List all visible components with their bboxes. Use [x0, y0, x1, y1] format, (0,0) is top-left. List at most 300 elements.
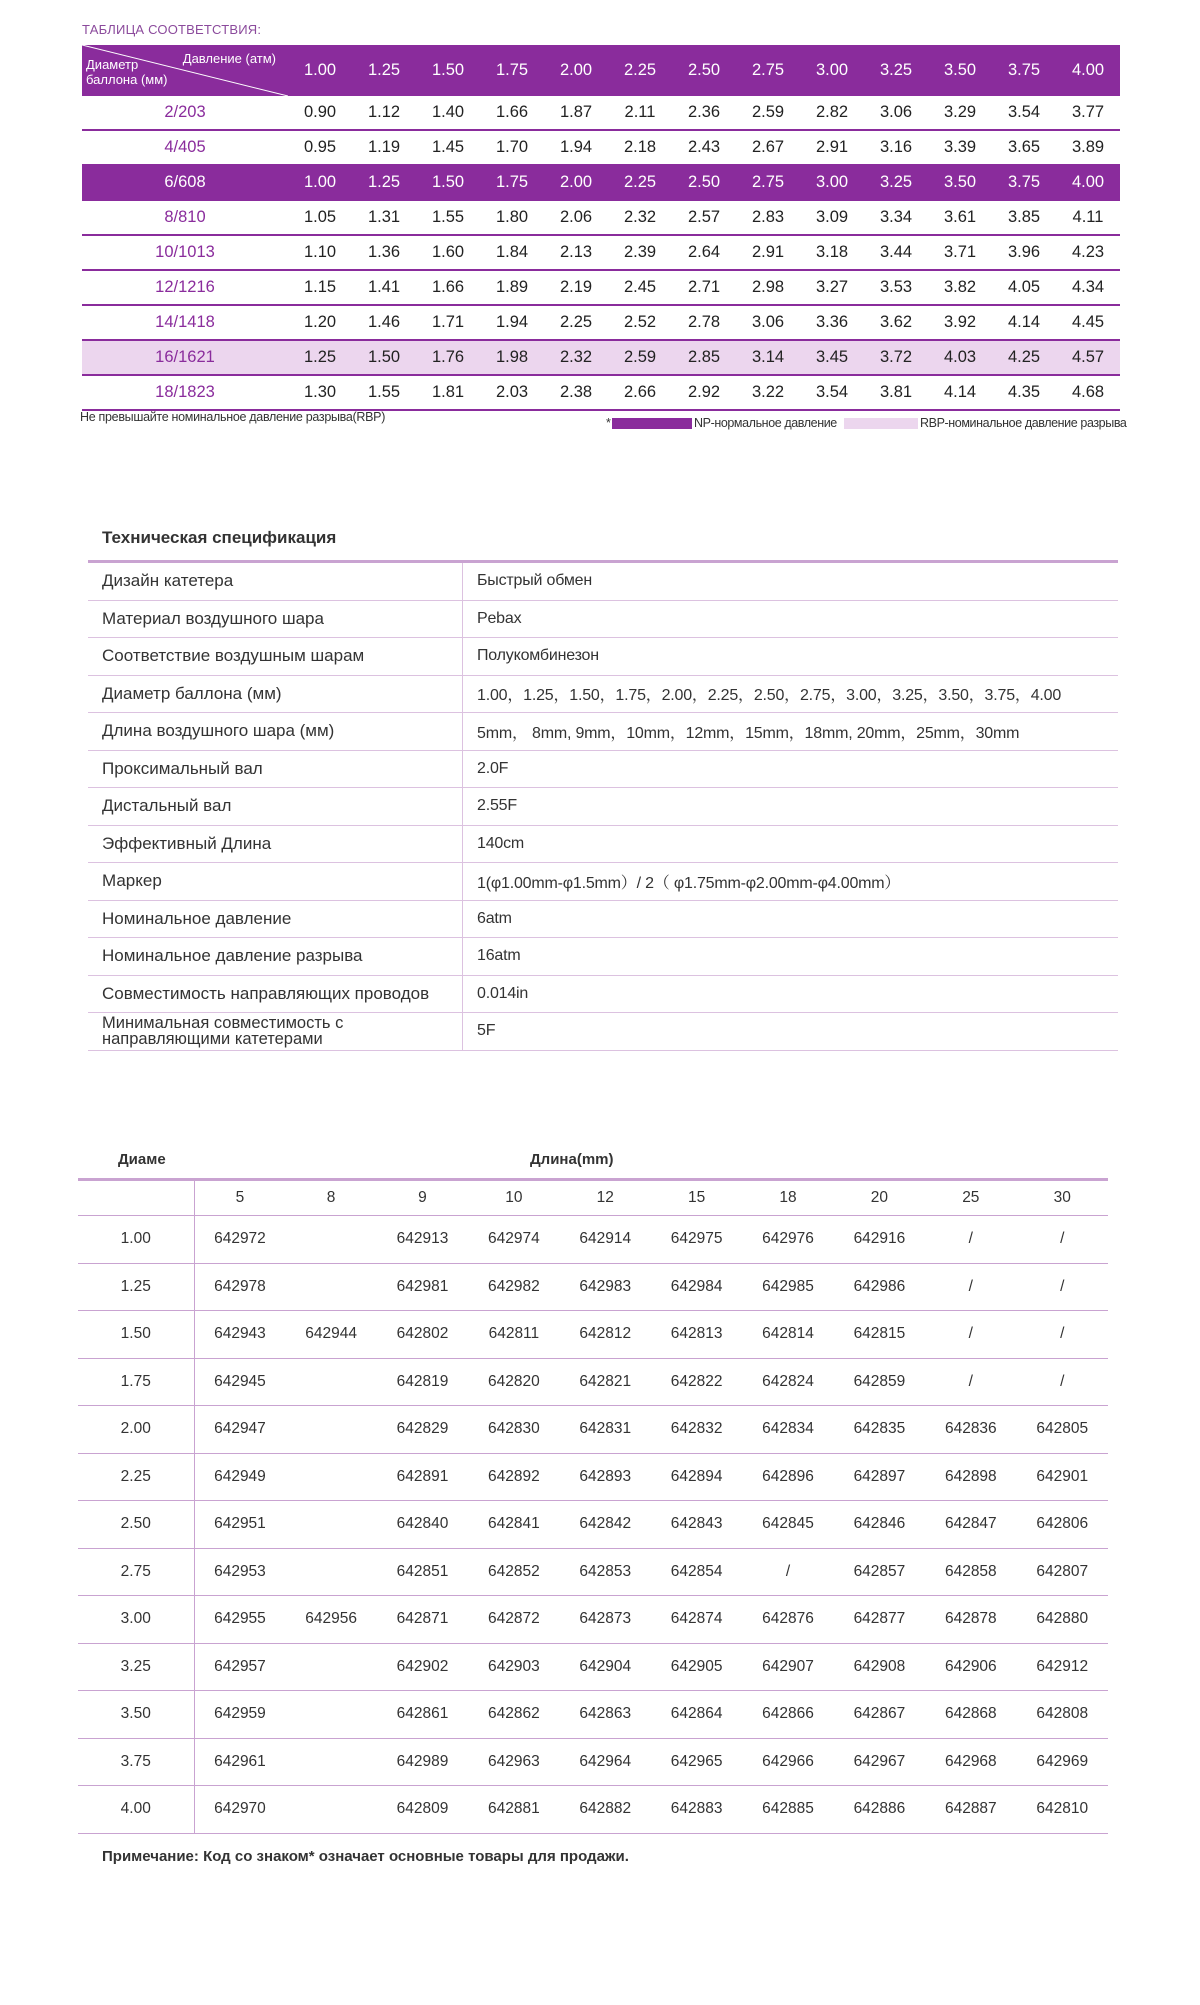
compliance-value-cell: 3.18: [815, 243, 849, 261]
spec-row: [88, 863, 1118, 901]
legend-np: [606, 416, 837, 430]
product-code-cell: 642867: [853, 1705, 906, 1723]
pressure-header: 3.50: [943, 61, 977, 79]
product-code-cell: 642885: [762, 1800, 814, 1818]
product-code-cell: 642887: [944, 1800, 997, 1818]
product-code-cell: 642814: [762, 1325, 814, 1343]
product-code-cell: 642976: [762, 1230, 814, 1248]
compliance-value-cell: 1.55: [367, 383, 401, 401]
compliance-value-cell: 3.65: [1007, 138, 1041, 156]
product-code-cell: 642886: [853, 1800, 906, 1818]
product-code-cell: 642947: [214, 1420, 266, 1438]
pressure-header: 3.00: [815, 61, 849, 79]
codes-row: [78, 1453, 1108, 1501]
compliance-value-cell: 1.50: [367, 348, 401, 366]
pressure-header: 1.00: [303, 61, 337, 79]
product-code-cell: [285, 1263, 376, 1311]
product-code-cell: /: [968, 1277, 973, 1295]
product-code-cell: 642961: [214, 1752, 266, 1770]
compliance-value-cell: 3.34: [879, 208, 913, 226]
product-code-cell: 642903: [488, 1657, 540, 1675]
compliance-value-cell: 2.92: [687, 383, 721, 401]
product-code-cell: 642955: [214, 1610, 266, 1628]
length-header-cell: 12: [596, 1189, 614, 1206]
compliance-value-cell: 2.57: [687, 208, 721, 226]
compliance-value-cell: 1.80: [495, 208, 529, 226]
product-code-cell: 642978: [214, 1277, 266, 1295]
product-code-cell: 642854: [670, 1562, 723, 1580]
product-code-cell: [285, 1216, 376, 1264]
product-code-cell: 642908: [853, 1657, 906, 1675]
compliance-row: [82, 235, 1120, 270]
compliance-value-cell: 1.89: [495, 278, 529, 296]
compliance-value-cell: 4.25: [1007, 348, 1041, 366]
spec-value: 1.00，1.25，1.50，1.75，2.00，2.25，2.50，2.75，3.00，3.25，3.50，3.75，4.00: [463, 675, 1119, 713]
product-code-cell: 642916: [853, 1230, 906, 1248]
compliance-value-cell: 2.11: [624, 103, 656, 121]
compliance-value-cell: 2.25: [623, 173, 657, 191]
product-code-cell: 642876: [762, 1610, 814, 1628]
product-code-cell: 642874: [670, 1610, 723, 1628]
codes-diameter-cell: 3.50: [78, 1691, 194, 1739]
codes-header-row: [78, 1140, 1108, 1180]
compliance-value-cell: 2.64: [687, 243, 721, 261]
product-code-cell: /: [1060, 1277, 1065, 1295]
compliance-value-cell: 2.67: [751, 138, 785, 156]
compliance-value-cell: 4.14: [1007, 313, 1041, 331]
product-code-cell: 642907: [762, 1657, 814, 1675]
compliance-value-cell: 3.16: [879, 138, 913, 156]
compliance-value-cell: 2.66: [623, 383, 657, 401]
spec-row: [88, 750, 1118, 788]
compliance-value-cell: 3.09: [815, 208, 849, 226]
spec-value: Быстрый обмен: [463, 562, 1119, 601]
product-code-cell: 642969: [1036, 1752, 1089, 1770]
product-code-cell: 642859: [853, 1372, 906, 1390]
compliance-value-cell: 2.03: [495, 383, 529, 401]
compliance-value-cell: 2.39: [623, 243, 657, 261]
compliance-value-cell: 4.14: [943, 383, 977, 401]
pressure-axis-label: Давление (атм): [182, 51, 276, 66]
spec-value: 140cm: [463, 825, 1119, 863]
compliance-value-cell: 1.10: [303, 243, 337, 261]
compliance-value-cell: 0.95: [303, 138, 337, 156]
product-code-cell: 642832: [670, 1420, 723, 1438]
diameter-column-spacer: [78, 1180, 194, 1216]
product-code-cell: 642819: [396, 1372, 449, 1390]
product-code-cell: 642896: [762, 1467, 814, 1485]
spec-value: 0.014in: [463, 975, 1119, 1013]
product-code-cell: /: [1060, 1230, 1065, 1248]
length-header-cell: 18: [779, 1189, 797, 1206]
legend-rbp-label: RBP-номинальное давление разрыва: [920, 416, 1127, 430]
product-code-cell: 642835: [853, 1420, 906, 1438]
product-code-cell: 642811: [488, 1325, 540, 1343]
product-code-cell: 642843: [670, 1515, 723, 1533]
pressure-header: 2.00: [559, 61, 593, 79]
spec-key: Минимальная совместимость с направляющими катетерами: [88, 1013, 463, 1051]
compliance-value-cell: 1.70: [495, 138, 529, 156]
compliance-value-cell: 3.44: [879, 243, 913, 261]
codes-diameter-cell: 1.75: [78, 1358, 194, 1406]
compliance-value-cell: 3.27: [815, 278, 849, 296]
product-code-cell: 642821: [579, 1372, 632, 1390]
compliance-value-cell: 1.25: [367, 173, 401, 191]
spec-key: Материал воздушного шара: [88, 600, 463, 638]
product-code-cell: 642944: [305, 1325, 357, 1343]
balloon-diameter-cell: 10/1013: [155, 243, 215, 261]
corner-header-cell: [82, 45, 288, 96]
compliance-value-cell: 2.59: [751, 103, 785, 121]
compliance-value-cell: 3.61: [943, 208, 977, 226]
product-code-cell: 642966: [762, 1752, 814, 1770]
compliance-value-cell: 3.85: [1007, 208, 1041, 226]
codes-diameter-cell: 1.00: [78, 1216, 194, 1264]
compliance-row: [82, 165, 1120, 200]
codes-diameter-cell: 1.50: [78, 1311, 194, 1359]
compliance-value-cell: 1.94: [559, 138, 593, 156]
spec-row: [88, 1013, 1118, 1051]
compliance-value-cell: 3.62: [879, 313, 913, 331]
product-code-cell: 642881: [488, 1800, 540, 1818]
length-header-cell: 25: [962, 1189, 980, 1206]
product-code-cell: 642871: [396, 1610, 449, 1628]
pressure-header: 1.25: [367, 61, 401, 79]
product-code-cell: 642951: [214, 1515, 266, 1533]
compliance-value-cell: 1.94: [495, 313, 529, 331]
product-code-cell: 642802: [396, 1325, 449, 1343]
compliance-row: [82, 130, 1120, 165]
product-code-cell: 642905: [670, 1657, 723, 1675]
compliance-value-cell: 3.25: [879, 173, 913, 191]
compliance-value-cell: 2.45: [623, 278, 657, 296]
product-code-cell: 642829: [396, 1420, 449, 1438]
compliance-value-cell: 2.50: [687, 173, 721, 191]
spec-key: Номинальное давление разрыва: [88, 938, 463, 976]
balloon-diameter-cell: 6/608: [164, 173, 206, 191]
product-code-cell: 642820: [488, 1372, 540, 1390]
product-code-cell: 642968: [944, 1752, 997, 1770]
spec-row: [88, 975, 1118, 1013]
product-code-cell: 642866: [762, 1705, 814, 1723]
spec-key: Эффективный Длина: [88, 825, 463, 863]
legend-rbp: [844, 416, 1126, 430]
compliance-value-cell: 0.90: [303, 103, 337, 121]
product-code-cell: 642847: [944, 1515, 997, 1533]
compliance-header-row: [82, 45, 1120, 96]
compliance-value-cell: 4.11: [1072, 208, 1104, 226]
compliance-value-cell: 1.30: [303, 383, 337, 401]
compliance-value-cell: 2.19: [559, 278, 593, 296]
product-code-cell: 642830: [488, 1420, 540, 1438]
compliance-value-cell: 2.32: [559, 348, 593, 366]
compliance-value-cell: 3.81: [879, 383, 913, 401]
length-header-cell: 20: [870, 1189, 889, 1206]
product-code-cell: 642989: [396, 1752, 449, 1770]
compliance-value-cell: 1.81: [431, 383, 465, 401]
compliance-value-cell: 1.84: [495, 243, 529, 261]
product-code-cell: [285, 1501, 376, 1549]
compliance-value-cell: 3.96: [1007, 243, 1041, 261]
codes-footnote: Примечание: Код со знаком* означает основные товары для продажи.: [102, 1848, 629, 1865]
spec-key: Маркер: [88, 863, 463, 901]
compliance-value-cell: 1.12: [367, 103, 401, 121]
compliance-value-cell: 2.83: [751, 208, 785, 226]
product-code-cell: 642851: [396, 1562, 449, 1580]
product-code-cell: 642861: [396, 1705, 449, 1723]
product-code-cell: 642914: [579, 1230, 632, 1248]
product-code-cell: 642983: [579, 1277, 632, 1295]
compliance-value-cell: 3.36: [815, 313, 849, 331]
compliance-value-cell: 2.18: [623, 138, 657, 156]
compliance-value-cell: 3.82: [943, 278, 977, 296]
pressure-header: 2.25: [623, 61, 657, 79]
codes-diameter-cell: 1.25: [78, 1263, 194, 1311]
codes-row: [78, 1691, 1108, 1739]
compliance-value-cell: 2.85: [687, 348, 721, 366]
compliance-value-cell: 1.00: [303, 173, 337, 191]
product-code-cell: 642873: [579, 1610, 632, 1628]
product-code-cell: 642831: [579, 1420, 632, 1438]
spec-table: [88, 560, 1118, 1051]
compliance-value-cell: 2.25: [559, 313, 593, 331]
spec-row: [88, 900, 1118, 938]
product-code-cell: 642877: [853, 1610, 906, 1628]
product-code-cell: 642845: [762, 1515, 814, 1533]
spec-row: [88, 562, 1118, 601]
balloon-diameter-cell: 12/1216: [155, 278, 215, 296]
spec-key: Диаметр баллона (мм): [88, 675, 463, 713]
legend-np-label: NP-нормальное давление: [694, 416, 837, 430]
codes-diameter-cell: 2.00: [78, 1406, 194, 1454]
compliance-value-cell: 3.22: [751, 383, 785, 401]
product-code-cell: 642970: [214, 1800, 266, 1818]
compliance-value-cell: 2.75: [751, 173, 785, 191]
compliance-row: [82, 96, 1120, 130]
compliance-row: [82, 200, 1120, 235]
product-code-cell: 642809: [396, 1800, 449, 1818]
compliance-value-cell: 1.31: [367, 208, 401, 226]
compliance-value-cell: 3.71: [943, 243, 977, 261]
compliance-value-cell: 3.77: [1071, 103, 1105, 121]
product-code-cell: 642883: [670, 1800, 723, 1818]
product-code-cell: [285, 1738, 376, 1786]
compliance-value-cell: 2.78: [687, 313, 721, 331]
compliance-value-cell: 2.32: [623, 208, 657, 226]
compliance-value-cell: 1.55: [431, 208, 465, 226]
codes-row: [78, 1311, 1108, 1359]
length-header-cell: 5: [235, 1189, 245, 1206]
codes-row: [78, 1501, 1108, 1549]
product-code-cell: 642806: [1036, 1515, 1089, 1533]
product-codes-table: [78, 1140, 1108, 1834]
product-code-cell: 642862: [488, 1705, 540, 1723]
codes-row: [78, 1643, 1108, 1691]
product-code-cell: /: [968, 1325, 973, 1343]
codes-row: [78, 1786, 1108, 1834]
spec-key: Совместимость направляющих проводов: [88, 975, 463, 1013]
spec-value: 2.55F: [463, 788, 1119, 826]
product-code-cell: 642810: [1036, 1800, 1089, 1818]
product-code-cell: 642964: [579, 1752, 632, 1770]
compliance-value-cell: 1.05: [303, 208, 337, 226]
compliance-table-title: ТАБЛИЦА СООТВЕТСТВИЯ:: [82, 22, 262, 37]
compliance-value-cell: 1.60: [431, 243, 465, 261]
product-code-cell: [285, 1548, 376, 1596]
product-code-cell: 642956: [305, 1610, 357, 1628]
product-code-cell: 642878: [944, 1610, 997, 1628]
compliance-value-cell: 4.03: [943, 348, 977, 366]
balloon-diameter-cell: 2/203: [164, 103, 206, 121]
product-code-cell: 642953: [214, 1562, 266, 1580]
codes-diameter-cell: 2.50: [78, 1501, 194, 1549]
compliance-value-cell: 1.40: [431, 103, 465, 121]
compliance-value-cell: 3.06: [879, 103, 913, 121]
compliance-value-cell: 2.13: [559, 243, 593, 261]
spec-key: Проксимальный вал: [88, 750, 463, 788]
product-code-cell: 642880: [1036, 1610, 1089, 1628]
compliance-value-cell: 1.71: [431, 313, 465, 331]
length-column-header: Длина(mm): [530, 1150, 614, 1168]
product-code-cell: 642913: [396, 1230, 449, 1248]
product-code-cell: 642972: [214, 1230, 266, 1248]
product-code-cell: 642897: [853, 1467, 906, 1485]
balloon-diameter-cell: 18/1823: [155, 383, 215, 401]
compliance-value-cell: 2.36: [687, 103, 721, 121]
compliance-value-cell: 1.98: [495, 348, 529, 366]
compliance-value-cell: 3.72: [879, 348, 913, 366]
spec-row: [88, 675, 1118, 713]
product-code-cell: /: [968, 1372, 973, 1390]
codes-diameter-cell: 3.00: [78, 1596, 194, 1644]
compliance-value-cell: 1.15: [303, 278, 337, 296]
product-code-cell: 642891: [396, 1467, 449, 1485]
compliance-value-cell: 3.00: [815, 173, 849, 191]
codes-diameter-cell: 4.00: [78, 1786, 194, 1834]
compliance-value-cell: 3.54: [1007, 103, 1041, 121]
compliance-value-cell: 1.41: [367, 278, 401, 296]
compliance-value-cell: 1.87: [559, 103, 593, 121]
spec-row: [88, 600, 1118, 638]
product-code-cell: /: [1060, 1372, 1065, 1390]
compliance-value-cell: 2.59: [623, 348, 657, 366]
compliance-value-cell: 3.53: [879, 278, 913, 296]
compliance-value-cell: 2.06: [559, 208, 593, 226]
product-code-cell: 642901: [1036, 1467, 1089, 1485]
product-code-cell: 642967: [853, 1752, 906, 1770]
length-header-cell: 10: [505, 1189, 523, 1206]
spec-value: 1(φ1.00mm-φ1.5mm）/ 2（ φ1.75mm-φ2.00mm-φ4.00mm）: [463, 863, 1119, 901]
codes-row: [78, 1216, 1108, 1264]
spec-key: Номинальное давление: [88, 900, 463, 938]
product-code-cell: 642840: [396, 1515, 449, 1533]
product-code-cell: 642902: [396, 1657, 449, 1675]
product-code-cell: 642858: [944, 1562, 997, 1580]
compliance-value-cell: 4.34: [1071, 278, 1105, 296]
product-code-cell: 642986: [853, 1277, 906, 1295]
diameter-axis-label: [86, 57, 167, 87]
spec-value: 2.0F: [463, 750, 1119, 788]
balloon-diameter-cell: 8/810: [164, 208, 206, 226]
compliance-value-cell: 2.82: [815, 103, 849, 121]
compliance-value-cell: 3.75: [1007, 173, 1041, 191]
compliance-value-cell: 2.71: [687, 278, 721, 296]
codes-row: [78, 1738, 1108, 1786]
compliance-value-cell: 3.45: [815, 348, 849, 366]
compliance-value-cell: 3.06: [751, 313, 785, 331]
diameter-axis-label-line1: Диаметр: [86, 57, 139, 72]
spec-value: 5F: [463, 1013, 1119, 1051]
product-code-cell: 642894: [670, 1467, 723, 1485]
product-code-cell: 642841: [488, 1515, 540, 1533]
product-code-cell: 642949: [214, 1467, 266, 1485]
spec-row: [88, 638, 1118, 676]
spec-value: 6atm: [463, 900, 1119, 938]
product-code-cell: 642863: [579, 1705, 632, 1723]
product-code-cell: 642904: [579, 1657, 632, 1675]
compliance-row: [82, 270, 1120, 305]
product-code-cell: 642864: [670, 1705, 723, 1723]
product-code-cell: 642965: [670, 1752, 723, 1770]
compliance-value-cell: 2.91: [815, 138, 849, 156]
compliance-row: [82, 305, 1120, 340]
compliance-value-cell: 1.19: [367, 138, 401, 156]
spec-row: [88, 825, 1118, 863]
length-header-cell: 8: [326, 1189, 336, 1206]
product-code-cell: 642846: [853, 1515, 906, 1533]
compliance-row: [82, 340, 1120, 375]
product-code-cell: [285, 1691, 376, 1739]
codes-diameter-cell: 2.75: [78, 1548, 194, 1596]
rbp-color-swatch: [844, 418, 918, 429]
product-code-cell: 642982: [488, 1277, 540, 1295]
diameter-axis-label-line2: баллона (мм): [86, 72, 168, 87]
product-code-cell: 642985: [762, 1277, 814, 1295]
compliance-value-cell: 2.52: [623, 313, 657, 331]
compliance-value-cell: 3.29: [943, 103, 977, 121]
product-code-cell: 642882: [579, 1800, 632, 1818]
product-code-cell: 642945: [214, 1372, 266, 1390]
product-code-cell: 642853: [579, 1562, 632, 1580]
pressure-header: 2.75: [751, 61, 785, 79]
product-code-cell: /: [1060, 1325, 1065, 1343]
product-code-cell: 642815: [853, 1325, 906, 1343]
product-code-cell: 642842: [579, 1515, 632, 1533]
product-code-cell: 642852: [488, 1562, 540, 1580]
product-code-cell: /: [968, 1230, 973, 1248]
balloon-diameter-cell: 14/1418: [155, 313, 215, 331]
compliance-table: [82, 45, 1120, 411]
compliance-value-cell: 1.66: [431, 278, 465, 296]
lengths-header-row: [78, 1180, 1108, 1216]
product-code-cell: 642906: [944, 1657, 997, 1675]
compliance-value-cell: 4.68: [1071, 383, 1105, 401]
product-code-cell: 642822: [670, 1372, 723, 1390]
compliance-value-cell: 2.98: [751, 278, 785, 296]
product-code-cell: 642808: [1036, 1705, 1089, 1723]
compliance-value-cell: 1.46: [367, 313, 401, 331]
compliance-value-cell: 1.20: [303, 313, 337, 331]
compliance-value-cell: 1.76: [431, 348, 465, 366]
codes-row: [78, 1263, 1108, 1311]
spec-section-title: Техническая спецификация: [102, 528, 337, 547]
spec-value: 5mm， 8mm, 9mm，10mm，12mm，15mm，18mm, 20mm，25mm，30mm: [463, 713, 1119, 751]
product-code-cell: 642834: [762, 1420, 814, 1438]
product-code-cell: 642898: [944, 1467, 997, 1485]
length-header-cell: 30: [1053, 1189, 1071, 1206]
compliance-value-cell: 4.00: [1071, 173, 1105, 191]
compliance-value-cell: 1.36: [367, 243, 401, 261]
